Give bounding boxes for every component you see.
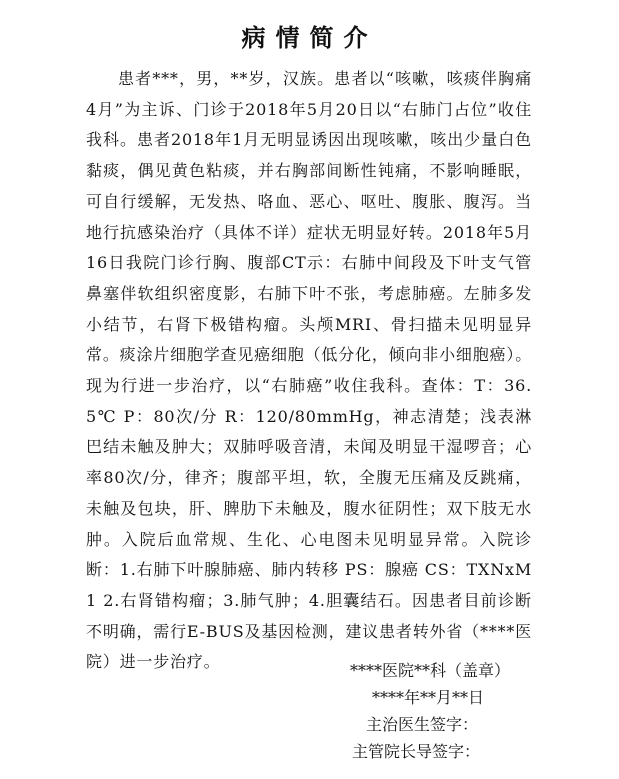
document-title: 病情简介 xyxy=(241,24,378,52)
director-signature: 主管院长导签字： xyxy=(352,742,481,761)
attending-doctor-signature: 主治医生签字： xyxy=(366,715,479,734)
signature-block xyxy=(300,657,530,765)
hospital-department-seal: ****医院**科（盖章） xyxy=(350,661,511,680)
document-body xyxy=(86,64,532,678)
signature-date: ****年**月**日 xyxy=(372,688,485,707)
body-paragraph: 患者***，男，**岁，汉族。患者以“咳嗽，咳痰伴胸痛4月”为主诉、门诊于2018年5月20日以“右肺门占位”收住我科。患者2018年1月无明显诱因出现咳嗽，咳出少量白色黏痰，偶见黄色粘痰，并右胸部间断性钝痛，不影响睡眠，可自行缓解，无发热、咯血、恶心、呕吐、腹胀、腹泻。当地行抗感染治疗（具体不详）症状无明显好转。2018年5月16日我院门诊行胸、腹部CT示：右肺中间段及下叶支气管鼻塞伴软组织密度影，右肺下叶不张，考虑肺癌。左肺多发小结节，右肾下极错构瘤。头颅MRI、骨扫描未见明显异常。痰涂片细胞学查见癌细胞（低分化，倾向非小细胞癌）。现为行进一步治疗，以“右肺癌”收住我科。查体：T：36.5℃ P：80次/分 R：120/80mmHg，神志清楚；浅表淋巴结未触及肿大；双肺呼吸音清，未闻及明显干湿啰音；心率80次/分，律齐；腹部平坦，软，全腹无压痛及反跳痛，未触及包块，肝、脾肋下未触及，腹水征阴性；双下肢无水肿。入院后血常规、生化、心电图未见明显异常。入院诊断：1.右肺下叶腺肺癌、肺内转移 PS：腺癌 CS：TXNxM1 2.右肾错构瘤；3.肺气肿；4.胆囊结石。因患者目前诊断不明确，需行E-BUS及基因检测，建议患者转外省（****医院）进一步治疗。 xyxy=(86,69,532,672)
